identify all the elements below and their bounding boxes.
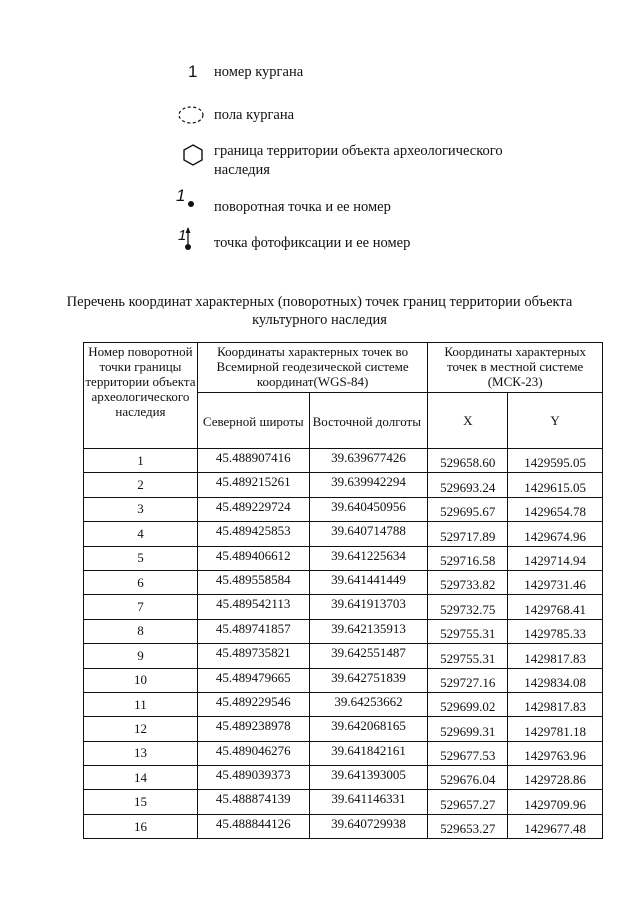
cell-point-number: 16 — [84, 814, 198, 838]
legend-label: точка фотофиксации и ее номер — [214, 235, 411, 251]
cell-x: 529717.89 — [428, 522, 508, 546]
cell-x: 529693.24 — [428, 473, 508, 497]
cell-point-number: 2 — [84, 473, 198, 497]
cell-longitude: 39.641225634 — [309, 546, 428, 570]
cell-longitude: 39.641913703 — [309, 595, 428, 619]
cell-latitude: 45.489741857 — [197, 619, 309, 643]
page-title: Перечень координат характерных (поворотных) точек границ территории объекта культурного наследия — [66, 294, 573, 328]
cell-longitude: 39.641842161 — [309, 741, 428, 765]
cell-x: 529676.04 — [428, 766, 508, 790]
cell-x: 529657.27 — [428, 790, 508, 814]
cell-point-number: 6 — [84, 570, 198, 594]
hexagon-icon — [172, 142, 212, 172]
table-row — [84, 570, 603, 594]
cell-x: 529695.67 — [428, 497, 508, 521]
cell-longitude: 39.640450956 — [309, 497, 428, 521]
cell-y: 1429768.41 — [508, 595, 603, 619]
cell-y: 1429731.46 — [508, 570, 603, 594]
cell-longitude: 39.642551487 — [309, 644, 428, 668]
cell-longitude: 39.641146331 — [309, 790, 428, 814]
cell-point-number: 7 — [84, 595, 198, 619]
table-row — [84, 619, 603, 643]
table-row — [84, 473, 603, 497]
cell-latitude: 45.488874139 — [197, 790, 309, 814]
cell-latitude: 45.489215261 — [197, 473, 309, 497]
table-row — [84, 790, 603, 814]
dashed-ellipse-icon — [172, 104, 212, 134]
cell-y: 1429817.83 — [508, 692, 603, 716]
cell-latitude: 45.489425853 — [197, 522, 309, 546]
cell-y: 1429615.05 — [508, 473, 603, 497]
legend-label: граница территории объекта археологического наследия — [214, 143, 503, 178]
table-row — [84, 546, 603, 570]
cell-y: 1429728.86 — [508, 766, 603, 790]
cell-point-number: 1 — [84, 449, 198, 473]
cell-point-number: 13 — [84, 741, 198, 765]
cell-y: 1429677.48 — [508, 814, 603, 838]
table-row — [84, 692, 603, 716]
cell-x: 529658.60 — [428, 449, 508, 473]
cell-x: 529716.58 — [428, 546, 508, 570]
cell-longitude: 39.641441449 — [309, 570, 428, 594]
cell-latitude: 45.488844126 — [197, 814, 309, 838]
cell-x: 529733.82 — [428, 570, 508, 594]
table-row — [84, 814, 603, 838]
cell-latitude: 45.489735821 — [197, 644, 309, 668]
cell-longitude: 39.64253662 — [309, 692, 428, 716]
header-msk23-group: Координаты характерных точек в местной системе (МСК-23) — [428, 343, 603, 393]
cell-longitude: 39.639677426 — [309, 449, 428, 473]
cell-point-number: 10 — [84, 668, 198, 692]
cell-longitude: 39.641393005 — [309, 766, 428, 790]
cell-longitude: 39.642135913 — [309, 619, 428, 643]
cell-y: 1429674.96 — [508, 522, 603, 546]
cell-point-number: 3 — [84, 497, 198, 521]
cell-y: 1429709.96 — [508, 790, 603, 814]
cell-latitude: 45.489046276 — [197, 741, 309, 765]
cell-latitude: 45.489229724 — [197, 497, 309, 521]
table-row — [84, 522, 603, 546]
legend-label: номер кургана — [214, 64, 304, 80]
header-point-number: Номер поворотной точки границы территории объекта археологического наследия — [84, 343, 198, 449]
cell-point-number: 12 — [84, 717, 198, 741]
cell-y: 1429654.78 — [508, 497, 603, 521]
table-row — [84, 644, 603, 668]
table-row — [84, 595, 603, 619]
kurgan-number-icon: 1 — [188, 62, 198, 81]
cell-x: 529727.16 — [428, 668, 508, 692]
cell-y: 1429785.33 — [508, 619, 603, 643]
cell-x: 529755.31 — [428, 619, 508, 643]
cell-latitude: 45.489542113 — [197, 595, 309, 619]
cell-longitude: 39.640729938 — [309, 814, 428, 838]
cell-point-number: 14 — [84, 766, 198, 790]
cell-point-number: 5 — [84, 546, 198, 570]
cell-point-number: 15 — [84, 790, 198, 814]
cell-x: 529699.31 — [428, 717, 508, 741]
header-y: Y — [508, 393, 603, 449]
cell-point-number: 8 — [84, 619, 198, 643]
cell-longitude: 39.639942294 — [309, 473, 428, 497]
cell-y: 1429714.94 — [508, 546, 603, 570]
cell-point-number: 11 — [84, 692, 198, 716]
legend-label: пола кургана — [214, 107, 295, 123]
table-row — [84, 497, 603, 521]
header-longitude: Восточной долготы — [309, 393, 428, 449]
cell-x: 529732.75 — [428, 595, 508, 619]
cell-y: 1429595.05 — [508, 449, 603, 473]
cell-latitude: 45.489479665 — [197, 668, 309, 692]
legend-label: поворотная точка и ее номер — [214, 199, 391, 215]
header-x: X — [428, 393, 508, 449]
cell-y: 1429817.83 — [508, 644, 603, 668]
header-latitude: Северной широты — [197, 393, 309, 449]
cell-x: 529755.31 — [428, 644, 508, 668]
cell-latitude: 45.488907416 — [197, 449, 309, 473]
table-row — [84, 668, 603, 692]
cell-point-number: 9 — [84, 644, 198, 668]
cell-x: 529699.02 — [428, 692, 508, 716]
coordinates-table — [83, 342, 603, 839]
cell-longitude: 39.642068165 — [309, 717, 428, 741]
cell-latitude: 45.489558584 — [197, 570, 309, 594]
table-header-row — [84, 343, 603, 393]
header-wgs84-group: Координаты характерных точек во Всемирной геодезической системе координат(WGS-84) — [197, 343, 427, 393]
cell-y: 1429781.18 — [508, 717, 603, 741]
table-body — [84, 449, 603, 839]
turning-point-icon: 1 — [172, 188, 212, 218]
cell-latitude: 45.489039373 — [197, 766, 309, 790]
cell-point-number: 4 — [84, 522, 198, 546]
cell-longitude: 39.640714788 — [309, 522, 428, 546]
cell-latitude: 45.489238978 — [197, 717, 309, 741]
cell-longitude: 39.642751839 — [309, 668, 428, 692]
table-row — [84, 766, 603, 790]
cell-x: 529677.53 — [428, 741, 508, 765]
table-row — [84, 449, 603, 473]
photo-point-icon: 1 — [172, 226, 212, 256]
cell-y: 1429834.08 — [508, 668, 603, 692]
cell-latitude: 45.489229546 — [197, 692, 309, 716]
cell-x: 529653.27 — [428, 814, 508, 838]
cell-y: 1429763.96 — [508, 741, 603, 765]
table-row — [84, 741, 603, 765]
cell-latitude: 45.489406612 — [197, 546, 309, 570]
table-row — [84, 717, 603, 741]
